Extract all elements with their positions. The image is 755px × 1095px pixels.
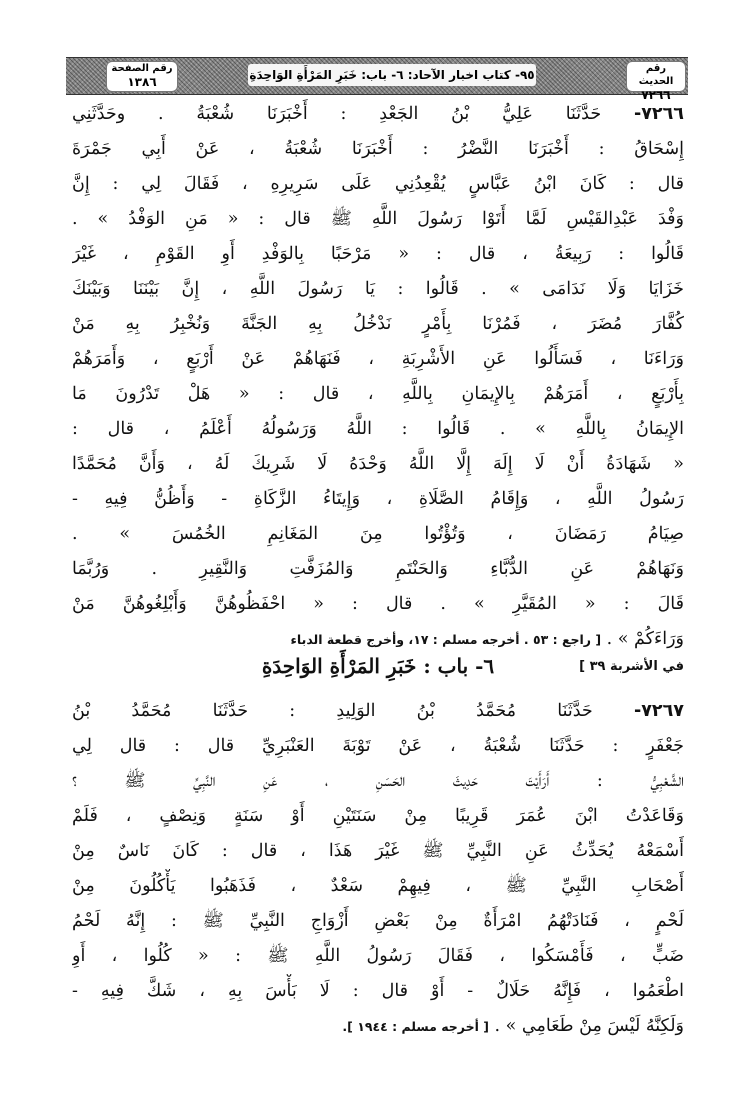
text-line: الإِيمَانُ بِاللَّهِ » . قَالُوا : اللَّهُ وَرَسُولُهُ أَعْلَمُ ، قال : xyxy=(72,419,684,439)
text-line: وَنَهَاهُمْ عَنِ الدُّبَّاءِ وَالحَنْتَمِ وَالمُزَفَّتِ وَالنَّقِيرِ . وَرُبَّمَا xyxy=(72,559,684,579)
hadith-tail: وَلَكِنَّهُ لَيْسَ مِنْ طَعَامِي » . xyxy=(494,1016,684,1036)
text-line: جَعْفَرٍ : حَدَّثَنَا شُعْبَةُ ، عَنْ تَوْبَةَ العَنْبَرِيِّ قال : قال لِي xyxy=(72,736,684,756)
hadith-7267 xyxy=(72,694,684,1044)
text-line: « شَهَادَةُ أَنْ لَا إِلَهَ إِلَّا اللَّهُ وَحْدَهُ لَا شَرِيكَ لَهُ ، وَأَنَّ مُحَمَّدًا xyxy=(72,454,684,474)
chapter-heading: ٦- باب : خَبَرِ المَرْأَةِ الوَاحِدَةِ xyxy=(261,654,495,678)
hadith-number-inline: ٧٢٦٦- xyxy=(633,104,684,124)
page-number-box xyxy=(106,61,178,92)
text-line: إِسْحَاقُ : أَخْبَرَنَا النَّضْرُ : أَخْبَرَنَا شُعْبَةُ ، عَنْ أَبِي جَمْرَةَ xyxy=(72,139,684,159)
text-line: وَقَاعَدْتُ ابْنَ عُمَرَ قَرِيبًا مِنْ سَنَتَيْنِ أَوْ سَنَةٍ وَنِصْفٍ ، فَلَمْ xyxy=(72,806,684,826)
hadith-number: ٧٢٦٦ xyxy=(641,88,671,102)
text-line: أَسْمَعْهُ يُحَدِّثُ عَنِ النَّبِيِّ ﷺ غَيْرَ هَذَا ، قال : كَانَ نَاسٌ مِنْ xyxy=(72,841,684,861)
page-number: ١٣٨٦ xyxy=(127,75,157,89)
text-line: أَصْحَابِ النَّبِيِّ ﷺ ، فِيهِمْ سَعْدٌ ، فَذَهَبُوا يَأْكُلُونَ مِنْ xyxy=(72,876,684,896)
text-line: صِيَامُ رَمَضَانَ ، وَتُؤْتُوا مِنَ المَغَانِمِ الخُمُسَ » . xyxy=(72,524,684,544)
text-line: ضَبٍّ ، فَأَمْسَكُوا ، فَقَالَ رَسُولُ اللَّهِ ﷺ : « كُلُوا ، أَوِ xyxy=(72,946,684,966)
text-line: قَالَ : « المُقَيَّرِ » . قال : « احْفَظُوهُنَّ وَأَبْلِغُوهُنَّ مَنْ xyxy=(72,594,684,614)
text-line: رَسُولُ اللَّهِ ، وَإِقَامُ الصَّلَاةِ ، وَإِيتَاءُ الزَّكَاةِ - وَأَظُنُّ فِيهِ - xyxy=(72,489,684,509)
header-title-text: ٩٥- كتاب اخبار الآحاد: ٦- باب: خَبَرِ المَرْأَةِ الوَاحِدَةِ xyxy=(249,68,535,82)
source-reference: [ أخرجه مسلم : ١٩٤٤ ]. xyxy=(342,1019,489,1034)
hadith-number-inline: ٧٢٦٧- xyxy=(633,701,684,721)
text-line: بِأَرْبَعٍ ، أَمَرَهُمْ بِالإِيمَانِ بِاللَّهِ ، قال : « هَلْ تَدْرُونَ مَا xyxy=(72,384,684,404)
text-line: اطْعَمُوا ، فَإِنَّهُ حَلَالٌ - أَوْ قال : لَا بَأْسَ بِهِ ، شَكَّ فِيهِ - xyxy=(72,981,684,1001)
text-line xyxy=(72,1009,684,1044)
text-line: قَالُوا : رَبِيعَةُ ، قال : « مَرْحَبًا بِالوَفْدِ أَوِ القَوْمِ ، غَيْرَ xyxy=(72,244,684,264)
header-title xyxy=(248,64,536,86)
hadith-7266 xyxy=(72,97,684,677)
text-line: الشَّعْبِيُّ : أَرَأَيْتَ حَدِيثَ الحَسَنِ ، عَنِ النَّبِيِّ ﷺ ؟ xyxy=(72,771,684,791)
text-line: ٧٢٦٧- حَدَّثَنَا مُحَمَّدُ بْنُ الوَلِيدِ : حَدَّثَنَا مُحَمَّدُ بْنُ xyxy=(72,701,684,721)
text-line: كُفَّارَ مُضَرَ ، فَمُرْنَا بِأَمْرٍ نَدْخُلُ بِهِ الجَنَّةَ وَنُخْبِرُ بِهِ مَنْ xyxy=(72,314,684,334)
source-reference: [ راجع : ٥٣ . أخرجه مسلم : ١٧، وأخرج قطعة الدباء xyxy=(290,632,602,647)
text-line: قال : كَانَ ابْنُ عَبَّاسٍ يُقْعِدُنِي عَلَى سَرِيرِهِ ، فَقَالَ لِي : إِنَّ xyxy=(72,174,684,194)
page-header xyxy=(66,57,688,102)
text-line: وَرَاءَنَا ، فَسَأَلُوا عَنِ الأَشْرِبَةِ ، فَنَهَاهُمْ عَنْ أَرْبَعٍ ، وَأَمَرَهُمْ xyxy=(72,349,684,369)
source-reference-continued: في الأشربة ٣٩ ] xyxy=(579,659,684,674)
text-line: ٧٢٦٦- حَدَّثَنَا عَلِيُّ بْنُ الجَعْدِ : أَخْبَرَنَا شُعْبَةُ . وحَدَّثَنِي xyxy=(72,104,684,124)
text-line: لَحْمٍ ، فَنَادَتْهُمُ امْرَأَةٌ مِنْ بَعْضِ أَزْوَاجِ النَّبِيِّ ﷺ : إِنَّهُ لَحْمُ xyxy=(72,911,684,931)
hadith-tail: وَرَاءَكُمْ » . xyxy=(606,629,684,649)
text-line: وَفْدَ عَبْدِالقَيْسِ لَمَّا أَتَوْا رَسُولَ اللَّهِ ﷺ قال : « مَنِ الوَفْدُ » . xyxy=(72,209,684,229)
hadith-number-box xyxy=(626,61,686,102)
hadith-number-label: رقم الحديث xyxy=(638,63,674,87)
page-number-label: رقم الصفحة xyxy=(111,63,173,74)
text-line: خَزَايَا وَلَا نَدَامَى » . قَالُوا : يَا رَسُولَ اللَّهِ ، إِنَّ بَيْنَنَا وَبَيْنَكَ xyxy=(72,279,684,299)
